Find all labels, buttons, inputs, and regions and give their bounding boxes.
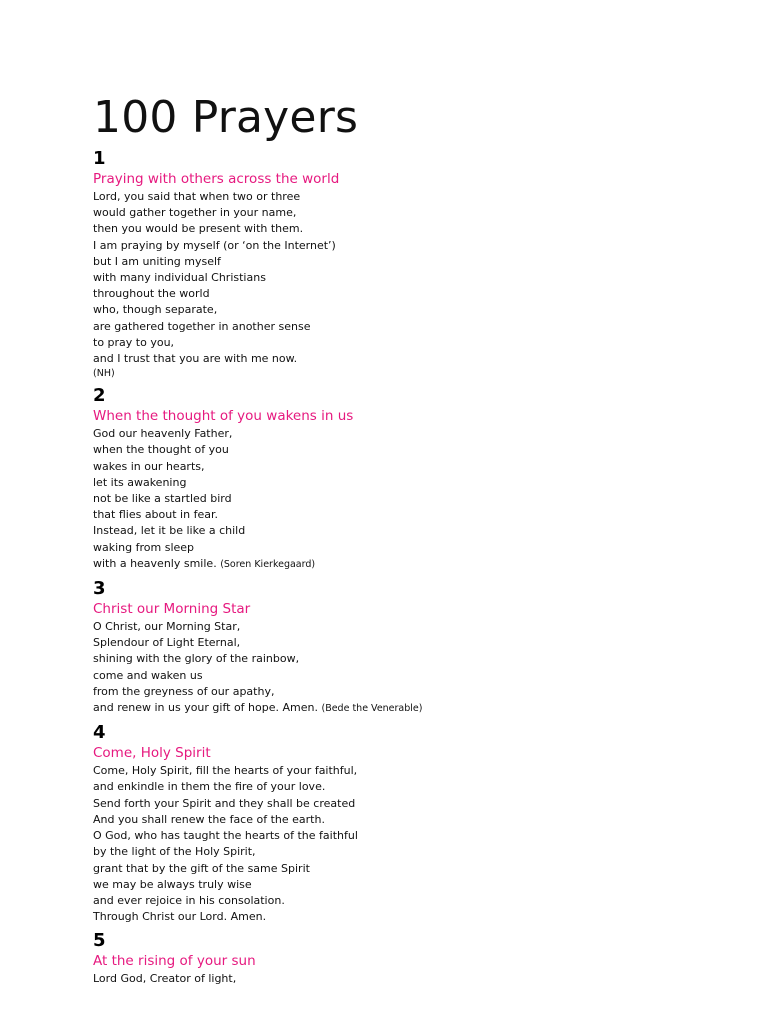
prayer-line: shining with the glory of the rainbow, [93, 652, 300, 666]
prayer-number: 5 [93, 930, 106, 952]
prayer-5 [93, 930, 733, 987]
prayer-attribution: (Soren Kierkegaard) [220, 558, 316, 570]
prayer-line: And you shall renew the face of the earth. [93, 812, 325, 826]
prayer-line: waking from sleep [93, 540, 195, 554]
prayer-line [93, 556, 733, 573]
prayer-2 [93, 385, 733, 573]
prayer-line: Instead, let it be like a child [93, 524, 246, 538]
prayer-line: I am praying by myself (or ‘on the Internet’) [93, 238, 336, 252]
prayer-1 [93, 148, 733, 380]
prayer-line: throughout the world [93, 287, 210, 301]
prayer-line [93, 700, 733, 717]
prayer-line: when the thought of you [93, 443, 229, 457]
prayer-line: from the greyness of our apathy, [93, 684, 275, 698]
prayer-line: O God, who has taught the hearts of the faithful [93, 829, 358, 843]
prayer-line: come and waken us [93, 668, 203, 682]
document-title: 100 Prayers [93, 92, 359, 143]
prayer-line: we may be always truly wise [93, 877, 252, 891]
prayer-line: wakes in our hearts, [93, 459, 205, 473]
prayer-line: God our heavenly Father, [93, 427, 233, 441]
prayer-title: Christ our Morning Star [93, 601, 251, 618]
prayer-title: Praying with others across the world [93, 171, 340, 187]
prayer-number: 1 [93, 148, 106, 169]
prayer-line: not be like a startled bird [93, 492, 232, 506]
prayer-line: then you would be present with them. [93, 222, 304, 236]
prayer-line: to pray to you, [93, 335, 175, 349]
prayer-title: Come, Holy Spirit [93, 745, 211, 762]
prayer-3 [93, 578, 733, 717]
prayer-line: and enkindle in them the fire of your love. [93, 780, 326, 794]
prayer-text [93, 763, 733, 925]
prayer-line: and I trust that you are with me now. [93, 352, 298, 366]
prayer-line: grant that by the gift of the same Spirit [93, 861, 310, 875]
prayer-line: Send forth your Spirit and they shall be created [93, 796, 356, 810]
prayer-text [93, 189, 733, 380]
prayer-line: with many individual Christians [93, 271, 266, 285]
prayer-attribution: (Bede the Venerable) [321, 703, 423, 715]
prayer-line: O Christ, our Morning Star, [93, 620, 241, 634]
prayer-attribution: (NH) [93, 368, 115, 380]
prayer-number: 4 [93, 722, 106, 744]
prayer-line: who, though separate, [93, 303, 218, 317]
prayer-line: and ever rejoice in his consolation. [93, 893, 285, 907]
prayer-line-text: and renew in us your gift of hope. Amen. [93, 701, 318, 715]
prayer-text [93, 619, 733, 717]
prayer-line: but I am uniting myself [93, 254, 221, 268]
prayer-line-text: with a heavenly smile. [93, 556, 217, 570]
prayer-line: let its awakening [93, 475, 187, 489]
prayer-line: would gather together in your name, [93, 206, 297, 220]
prayer-line: Lord God, Creator of light, [93, 972, 237, 986]
prayer-number: 3 [93, 578, 106, 600]
prayer-line: Lord, you said that when two or three [93, 190, 301, 203]
prayer-line: are gathered together in another sense [93, 319, 311, 333]
prayer-number: 2 [93, 385, 106, 407]
prayer-line: Splendour of Light Eternal, [93, 636, 241, 650]
document-page [93, 92, 733, 988]
prayer-text [93, 426, 733, 573]
prayer-line: Through Christ our Lord. Amen. [93, 910, 267, 924]
prayer-4 [93, 722, 733, 925]
prayer-text [93, 971, 733, 987]
prayer-line: that flies about in fear. [93, 508, 218, 522]
prayer-line: by the light of the Holy Spirit, [93, 845, 256, 859]
prayer-line: Come, Holy Spirit, fill the hearts of your faithful, [93, 764, 358, 778]
prayer-title: When the thought of you wakens in us [93, 408, 354, 425]
prayer-title: At the rising of your sun [93, 953, 256, 970]
